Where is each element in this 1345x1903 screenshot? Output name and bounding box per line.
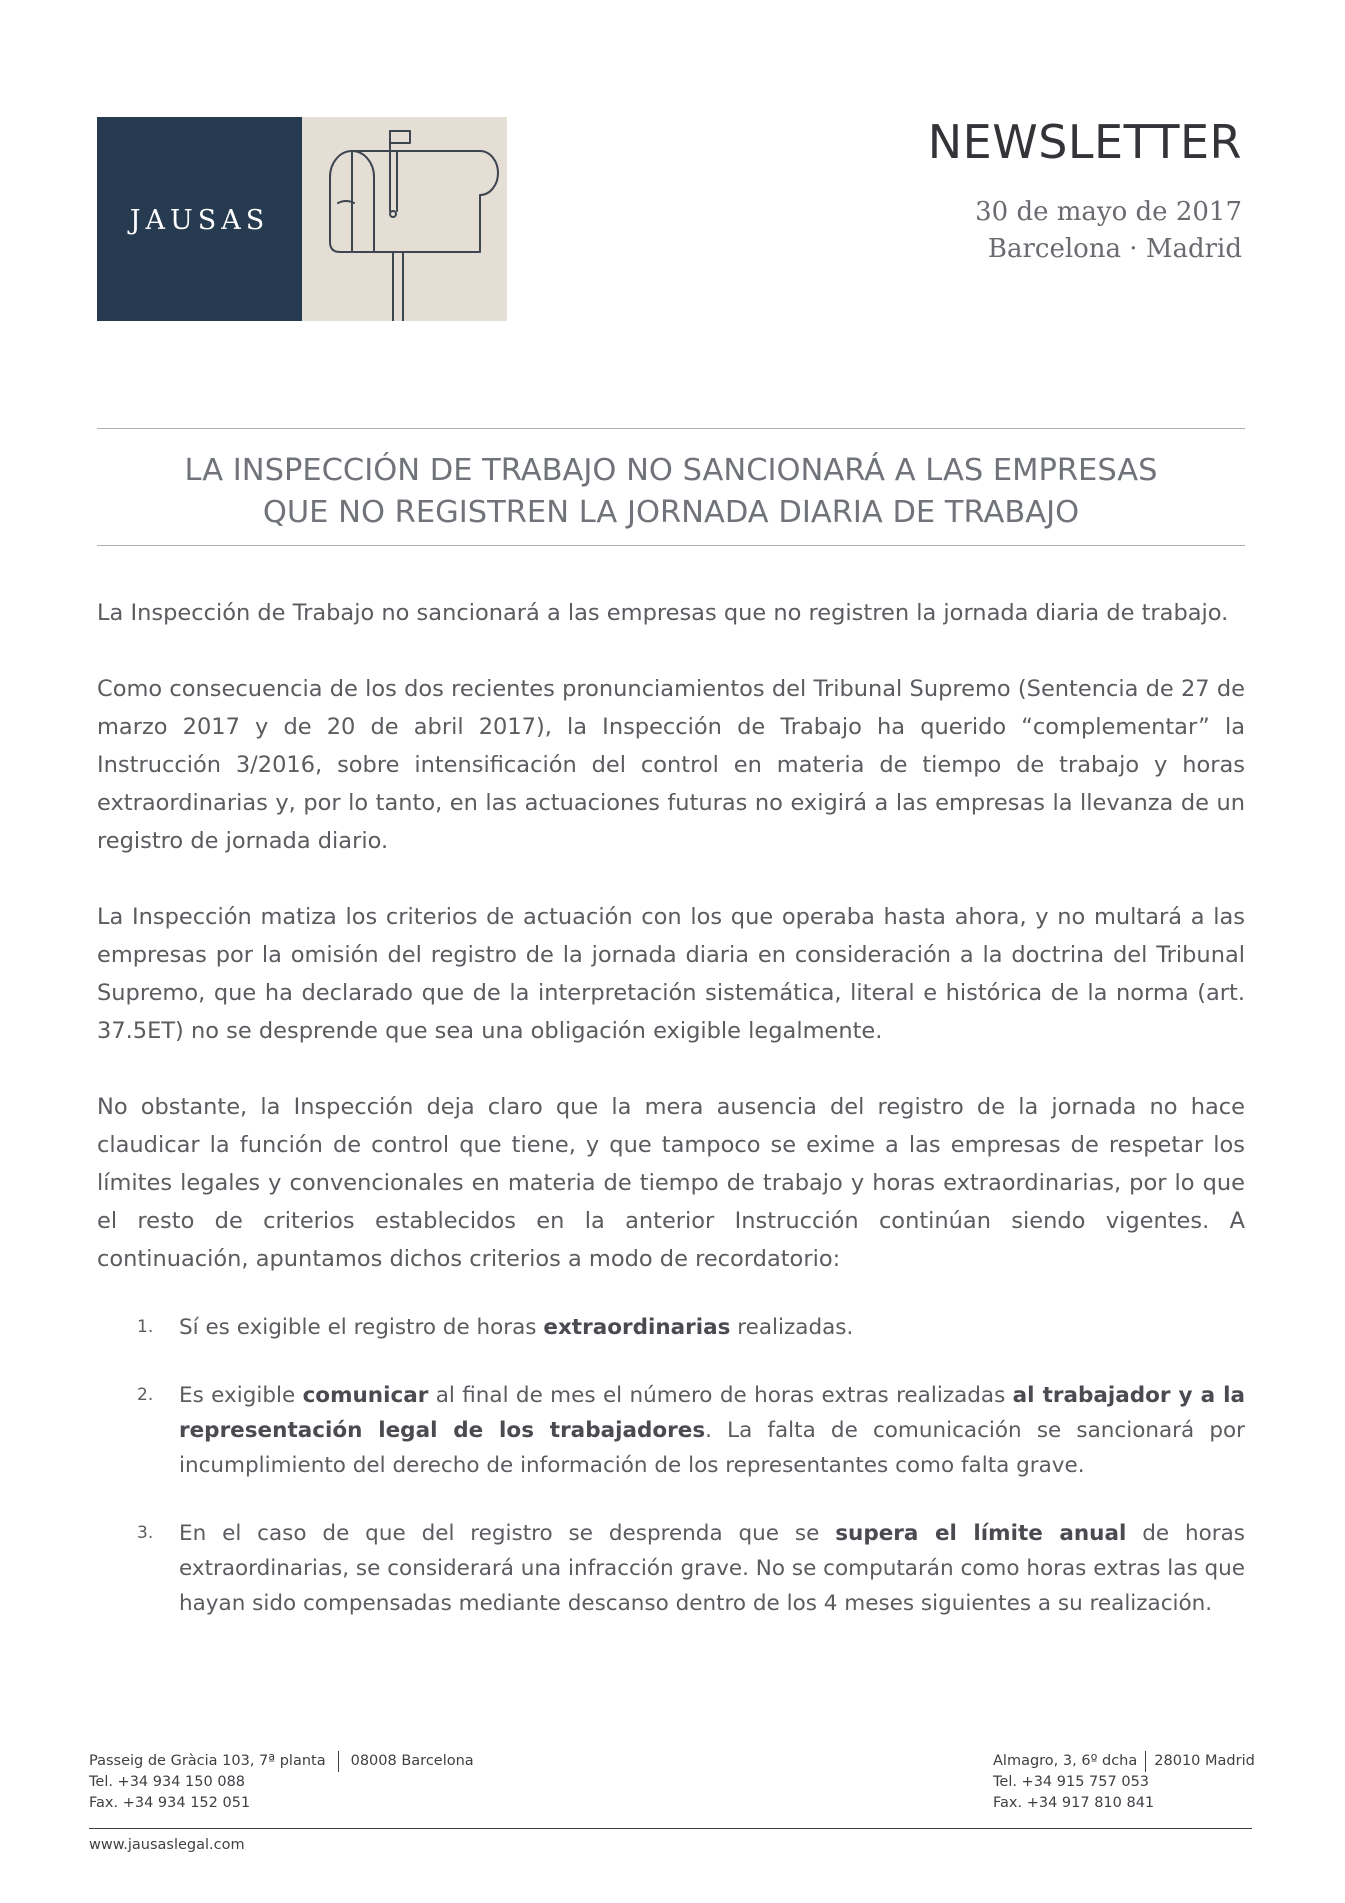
mailbox-illustration-panel bbox=[302, 117, 507, 321]
list-number: 1. bbox=[137, 1317, 154, 1337]
madrid-fax: Fax. +34 917 810 841 bbox=[993, 1795, 1155, 1811]
footer-barcelona bbox=[89, 1751, 474, 1814]
logo-block bbox=[97, 117, 507, 321]
emphasis: comunicar bbox=[302, 1383, 429, 1408]
headline-top-rule bbox=[97, 428, 1245, 429]
list-item: 3. En el caso de que del registro se desprenda que se supera el límite anual de horas extraordinarias, se considerará una infracción grave. No se computarán como horas extras las que hayan sido compensadas mediante descanso dentro de los 4 meses siguientes a su realización. bbox=[97, 1516, 1245, 1621]
body-paragraph: Como consecuencia de los dos recientes pronunciamientos del Tribunal Supremo (Sentencia de 27 de marzo 2017 y de 20 de abril 2017), la Inspección de Trabajo ha querido “complementar” la Instrucción 3/2016, sobre intensificación del control en materia de tiempo de trabajo y horas extraordinarias y, por lo tanto, en las actuaciones futuras no exigirá a las empresas la llevanza de un registro de jornada diario. bbox=[97, 676, 1245, 854]
logo-wordmark: JAUSAS bbox=[129, 204, 270, 236]
emphasis: al trabajador y a la representación legal de los trabajadores bbox=[179, 1383, 1245, 1443]
emphasis: supera el límite anual bbox=[835, 1521, 1127, 1546]
headline-line-1: LA INSPECCIÓN DE TRABAJO NO SANCIONARÁ A LAS EMPRESAS bbox=[184, 453, 1158, 488]
newsletter-header bbox=[928, 112, 1242, 268]
list-item: 1. Sí es exigible el registro de horas extraordinarias realizadas. bbox=[97, 1310, 1245, 1345]
footer-separator bbox=[1145, 1751, 1146, 1772]
footer-rule bbox=[89, 1828, 1252, 1829]
issue-cities: Barcelona · Madrid bbox=[987, 234, 1242, 264]
article-body bbox=[97, 594, 1245, 1654]
logo-panel bbox=[97, 117, 302, 321]
list-number: 3. bbox=[137, 1523, 154, 1543]
barcelona-postal: 08008 Barcelona bbox=[350, 1753, 474, 1769]
footer-separator bbox=[338, 1751, 339, 1772]
body-paragraph: No obstante, la Inspección deja claro que la mera ausencia del registro de la jornada no hace claudicar la función de control que tiene, y que tampoco se exime a las empresas de respetar los límites legales y convencionales en materia de tiempo de trabajo y horas extraordinarias, por lo que el resto de criterios establecidos en la anterior Instrucción continúan siendo vigentes. A continuación, apuntamos dichos criterios a modo de recordatorio: bbox=[97, 1094, 1245, 1272]
newsletter-title: NEWSLETTER bbox=[927, 115, 1242, 169]
headline-line-2: QUE NO REGISTREN LA JORNADA DIARIA DE TRABAJO bbox=[262, 495, 1080, 530]
madrid-tel: Tel. +34 915 757 053 bbox=[993, 1774, 1150, 1790]
website-link[interactable]: www.jausaslegal.com bbox=[89, 1837, 245, 1853]
issue-date: 30 de mayo de 2017 bbox=[975, 197, 1242, 227]
barcelona-fax: Fax. +34 934 152 051 bbox=[89, 1795, 251, 1811]
barcelona-tel: Tel. +34 934 150 088 bbox=[89, 1774, 246, 1790]
list-item: 2. Es exigible comunicar al final de mes el número de horas extras realizadas al trabajador y a la representación legal de los trabajadores. La falta de comunicación se sancionará por incumplimiento del derecho de información de los representantes como falta grave. bbox=[97, 1378, 1245, 1483]
list-number: 2. bbox=[137, 1385, 154, 1405]
criteria-list bbox=[97, 1310, 1245, 1621]
emphasis: extraordinarias bbox=[543, 1315, 731, 1340]
article-headline bbox=[97, 450, 1245, 534]
madrid-postal: 28010 Madrid bbox=[1154, 1753, 1255, 1769]
lead-paragraph: La Inspección de Trabajo no sancionará a las empresas que no registren la jornada diaria de trabajo. bbox=[97, 600, 1229, 626]
madrid-address: Almagro, 3, 6º dcha bbox=[993, 1753, 1138, 1769]
body-paragraph: La Inspección matiza los criterios de actuación con los que operaba hasta ahora, y no multará a las empresas por la omisión del registro de la jornada diaria en consideración a la doctrina del Tribunal Supremo, que ha declarado que de la interpretación sistemática, literal e histórica de la norma (art. 37.5ET) no se desprende que sea una obligación exigible legalmente. bbox=[97, 904, 1245, 1044]
footer-madrid bbox=[993, 1751, 1255, 1814]
barcelona-address: Passeig de Gràcia 103, 7ª planta bbox=[89, 1753, 326, 1769]
headline-bottom-rule bbox=[97, 545, 1245, 546]
mailbox-icon bbox=[302, 117, 507, 321]
